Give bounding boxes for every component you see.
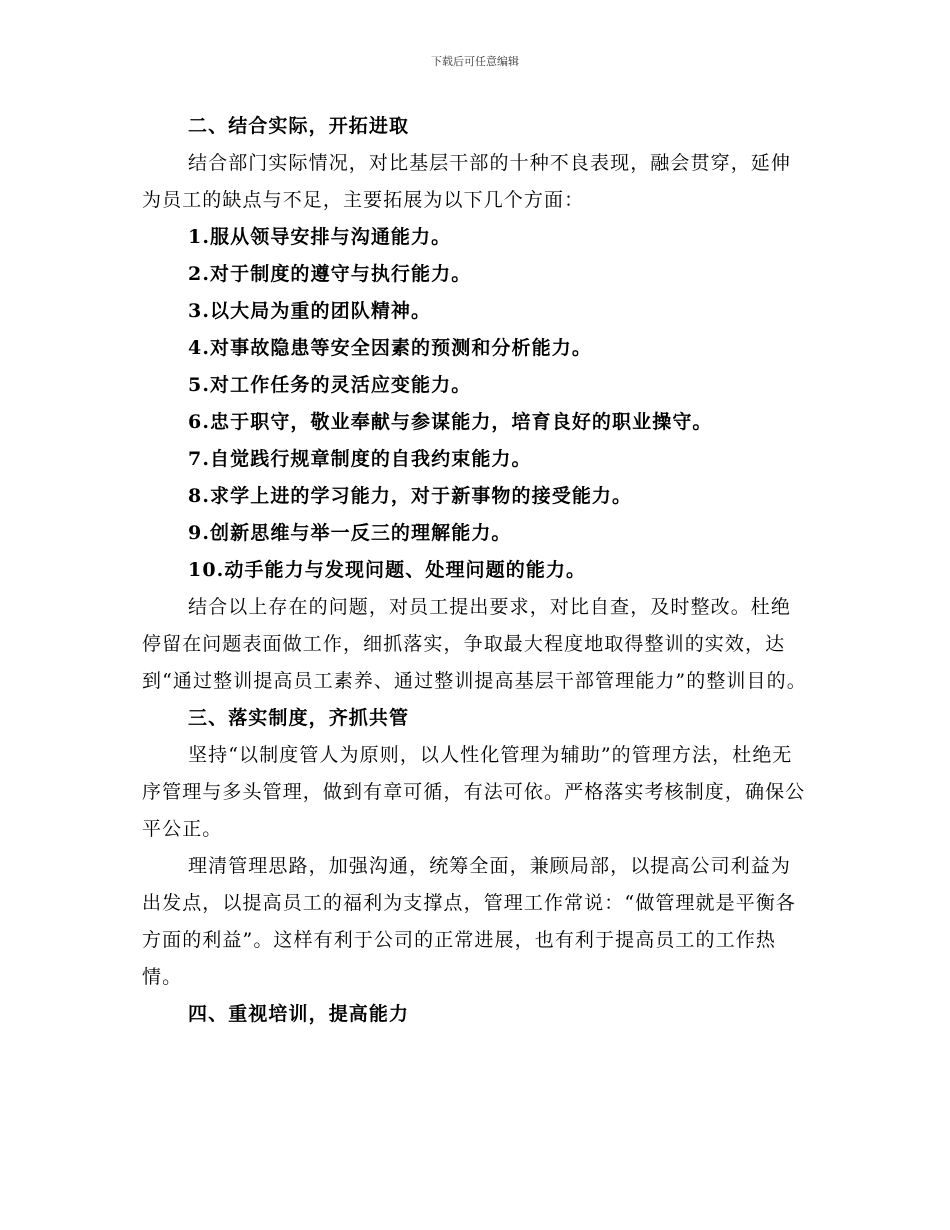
section-4-heading: 四、重视培训，提高能力 xyxy=(188,1003,410,1025)
section-3-paragraph-2: 理清管理思路，加强沟通，统筹全面，兼顾局部，以提高公司利益为出发点，以提高员工的福利为支撑点，管理工作常说：“做管理就是平衡各方面的利益”。这样有利于公司的正常进展，也有利于提高员工的工作热情。 xyxy=(142,855,797,988)
list-item: 3.以大局为重的团队精神。 xyxy=(188,300,432,322)
list-item: 10.动手能力与发现问题、处理问题的能力。 xyxy=(188,559,587,581)
list-item: 9.创新思维与举一反三的理解能力。 xyxy=(188,522,512,544)
list-item: 6.忠于职守，敬业奉献与参谋能力，培育良好的职业操守。 xyxy=(188,411,713,433)
list-item: 7.自觉践行规章制度的自我约束能力。 xyxy=(188,448,532,470)
section-3-heading: 三、落实制度，齐抓共管 xyxy=(188,707,410,729)
list-item: 4.对事故隐患等安全因素的预测和分析能力。 xyxy=(188,337,592,359)
list-item: 1.服从领导安排与沟通能力。 xyxy=(188,226,452,248)
section-3-paragraph-1: 坚持“以制度管人为原则，以人性化管理为辅助”的管理方法，杜绝无序管理与多头管理，做到有章可循，有法可依。严格落实考核制度，确保公平公正。 xyxy=(142,744,806,840)
list-item: 2.对于制度的遵守与执行能力。 xyxy=(188,263,472,285)
list-item: 5.对工作任务的灵活应变能力。 xyxy=(188,374,472,396)
section-2-heading: 二、结合实际，开拓进取 xyxy=(188,115,410,137)
section-2-intro: 结合部门实际情况，对比基层干部的十种不良表现，融会贯穿，延伸为员工的缺点与不足，主要拓展为以下几个方面： xyxy=(142,152,792,211)
page-header: 下载后可任意编辑 xyxy=(431,55,519,68)
document-body xyxy=(142,108,810,1033)
section-2-conclusion: 结合以上存在的问题，对员工提出要求，对比自查，及时整改。杜绝停留在问题表面做工作，细抓落实，争取最大程度地取得整训的实效，达到“通过整训提高员工素养、通过整训提高基层干部管理能力”的整训目的。 xyxy=(142,596,807,692)
list-item: 8.求学上进的学习能力，对于新事物的接受能力。 xyxy=(188,485,633,507)
